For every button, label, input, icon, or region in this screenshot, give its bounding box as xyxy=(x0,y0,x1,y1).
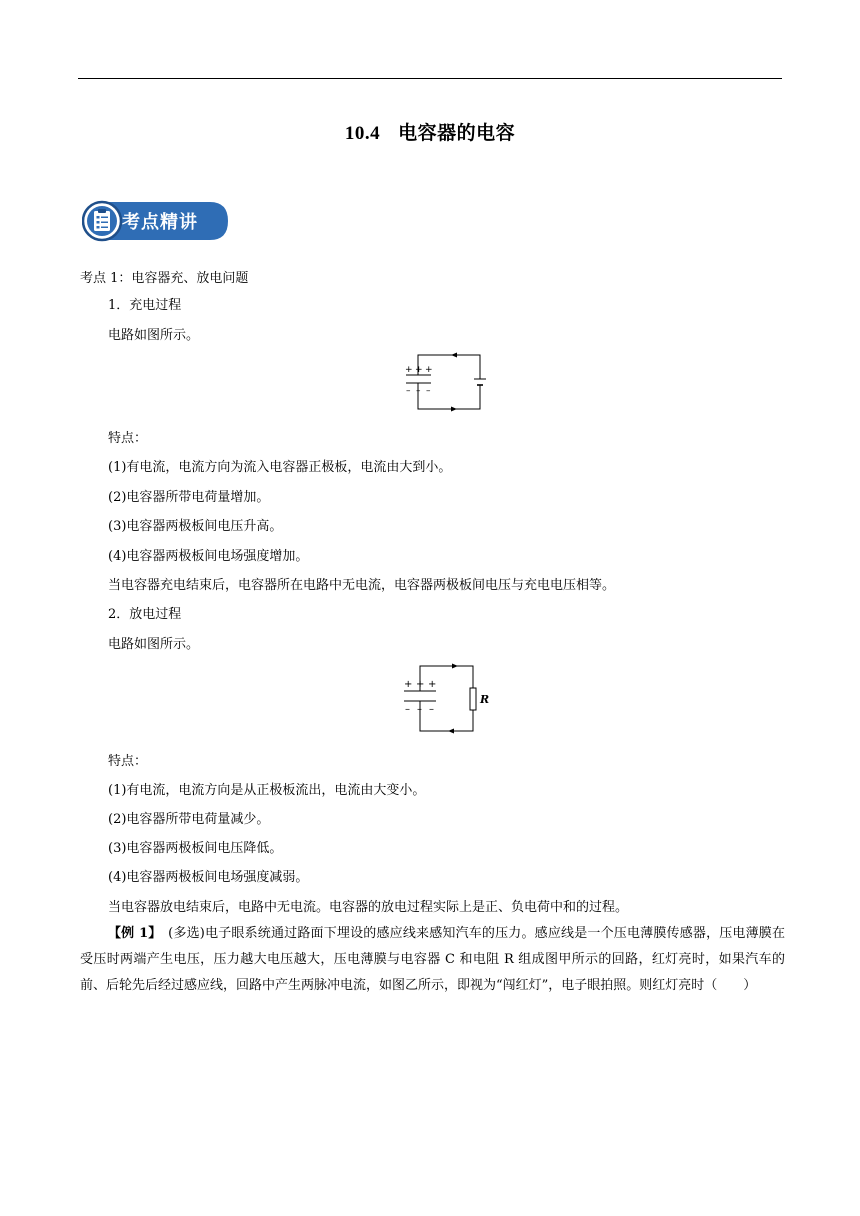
discharge-feature-4: (4)电容器两极板间电场强度减弱。 xyxy=(108,870,309,885)
section-badge xyxy=(82,200,230,242)
svg-text:+: + xyxy=(415,365,423,375)
charge-feature-3: (3)电容器两极板间电压升高。 xyxy=(108,519,283,534)
example-text: (多选)电子眼系统通过路面下埋设的感应线来感知汽车的压力。感应线是一个压电薄膜传感器，压电薄膜在受压时两端产生电压，压力越大电压越大，压电薄膜与电容器 C 和电阻 R 组成图甲所示的回路，红灯亮时，如果汽车的前、后轮先后经过感应线，回路中产生两脉冲电流，如图乙所示，即视为“闯红灯”，电子眼拍照。则红灯亮时（ ） xyxy=(80,926,785,993)
discharge-feature-1: (1)有电流，电流方向是从正极板流出，电流由大变小。 xyxy=(108,783,426,798)
svg-text:–: – xyxy=(406,386,411,396)
charge-feature-1: (1)有电流，电流方向为流入电容器正极板，电流由大到小。 xyxy=(108,460,452,475)
charge-intro: 电路如图所示。 xyxy=(108,328,200,343)
svg-text:+: + xyxy=(405,365,413,375)
title-number: 10.4 xyxy=(344,123,381,144)
discharge-feature-2: (2)电容器所带电荷量减少。 xyxy=(108,812,270,827)
header-rule xyxy=(78,78,782,79)
charge-summary: 当电容器充电结束后，电容器所在电路中无电流，电容器两极板间电压与充电电压相等。 xyxy=(108,578,616,593)
svg-text:+: + xyxy=(416,679,425,690)
svg-text:+: + xyxy=(404,679,413,690)
charging-circuit-diagram xyxy=(398,350,490,414)
example-label: 【例 1】 xyxy=(108,926,155,941)
discharge-features-label: 特点： xyxy=(108,754,148,769)
section-heading: 考点 1：电容器充、放电问题 xyxy=(80,271,249,286)
resistor-label: R xyxy=(480,693,490,706)
example-1-paragraph xyxy=(80,921,785,999)
svg-text:–: – xyxy=(417,704,422,715)
discharge-heading: 2．放电过程 xyxy=(108,607,182,622)
title-text: 电容器的电容 xyxy=(398,122,516,144)
discharge-intro: 电路如图所示。 xyxy=(108,637,200,652)
svg-text:–: – xyxy=(426,386,431,396)
charge-feature-4: (4)电容器两极板间电场强度增加。 xyxy=(108,549,309,564)
svg-text:–: – xyxy=(405,704,410,715)
svg-text:+: + xyxy=(425,365,433,375)
svg-text:–: – xyxy=(416,386,421,396)
svg-text:+: + xyxy=(428,679,437,690)
page-title xyxy=(0,118,860,145)
svg-text:–: – xyxy=(429,704,434,715)
charge-feature-2: (2)电容器所带电荷量增加。 xyxy=(108,490,270,505)
discharge-summary: 当电容器放电结束后，电路中无电流。电容器的放电过程实际上是正、负电荷中和的过程。 xyxy=(108,900,629,915)
charge-heading: 1．充电过程 xyxy=(108,298,182,313)
badge-label: 考点精讲 xyxy=(122,212,198,233)
charge-features-label: 特点： xyxy=(108,431,148,446)
discharging-circuit-diagram xyxy=(400,660,496,736)
discharge-feature-3: (3)电容器两极板间电压降低。 xyxy=(108,841,283,856)
